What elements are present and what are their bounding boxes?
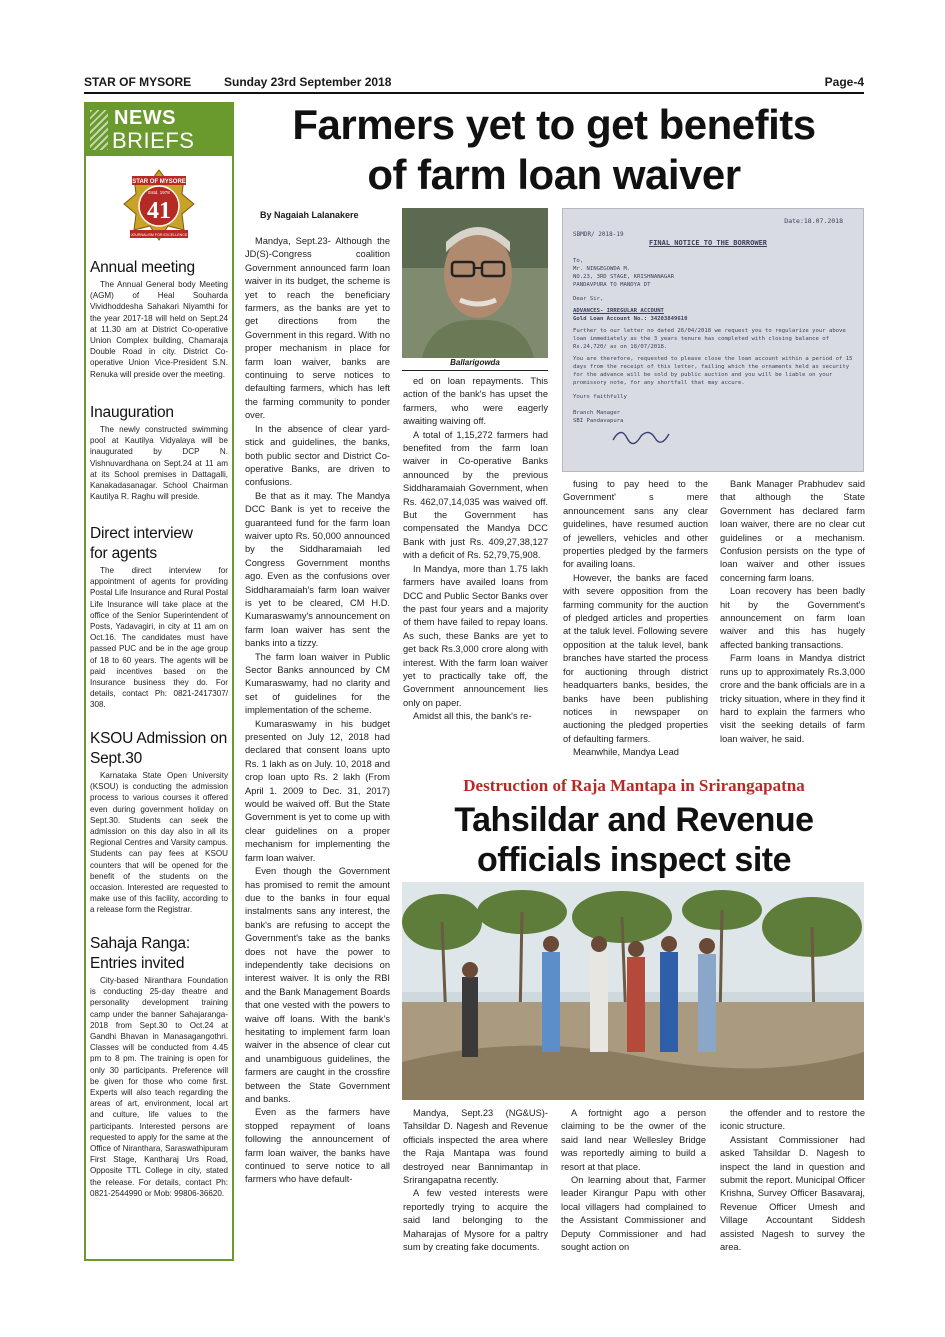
second-headline-line2: officials inspect site — [477, 841, 791, 879]
second-column-1 — [403, 1107, 548, 1254]
paragraph: However, the banks are faced with severe opposition from the farming community for the auction of pledged articles and properties at the taluk level. Following severe opposition at the taluk level, bank branches have started the process for auctioning through district headquarters banks, besides, the banks have been publishing notices in newspaper on auctioning the pledged properties of defaulting farmers. — [563, 572, 708, 744]
second-story-kicker: Destruction of Raja Mantapa in Srirangapatna — [463, 776, 805, 795]
page-number: Page-4 — [824, 75, 864, 89]
paragraph: ed on loan repayments. This action of the bank's has upset the farmers, who were eagerly awaiting waiving off. — [403, 376, 548, 427]
paragraph: Be that as it may. The Mandya DCC Bank is yet to receive the guaranteed fund for the farm loan waiver upto Rs. 50,000 announced by the Siddharamaiah led Congress Government months ago. Even as the confusions over Siddharamaiah's farm loan waiver is yet to be cleared, CM H.D. Kumaraswamy's announcement on farm loan waiver has sent the banks into a tizzy. — [245, 490, 390, 649]
news-briefs-sidebar — [84, 102, 234, 1261]
brief-inauguration — [90, 403, 228, 502]
lead-column-4 — [720, 478, 865, 746]
paragraph: Meanwhile, Mandya Lead — [573, 747, 679, 758]
lead-column-2 — [403, 375, 548, 724]
notice-account: Gold Loan Account No.: 34203849610 — [573, 316, 688, 322]
notice-name: Mr. NINGEGOWDA M. — [573, 266, 631, 272]
paragraph: Farm loans in Mandya district runs up to approximately Rs.3,000 crore and the bank officials are in a tricky situation, where in they find it hard to explain the farmers who visit the seeking details of farm loan waiver, he said. — [720, 653, 865, 744]
second-column-3 — [720, 1107, 865, 1254]
paragraph: In the absence of clear yard-stick and guidelines, the banks, both public sector and District Co-operative Banks, are driven to confusions. — [245, 423, 390, 488]
news-briefs-word-news: NEWS — [114, 107, 176, 129]
lead-headline-line2: of farm loan waiver — [367, 151, 741, 198]
lead-column-1 — [245, 235, 390, 1187]
paragraph: Assistant Commissioner had asked Tahsildar D. Nagesh to inspect the land in question and submit the report. Municipal Officer Krishna, Survey Officer Basavaraj, Revenue Officer Umesh and Village Accountant Siddesh assisted Nagesh to survey the area. — [720, 1134, 865, 1253]
brief-body: The newly constructed swimming pool at Kautilya Vidyalaya will be inaugurated by DCP N. Vishnuvardhana on Sept.24 at 11 am at its School premises in Dattagalli, Kanakadasanagar. School Chairman Kautilya R. Raghu will preside. — [90, 425, 228, 502]
notice-title: FINAL NOTICE TO THE BORROWER — [649, 239, 768, 247]
paragraph: Amidst all this, the bank's re- — [413, 711, 532, 722]
paragraph: A fortnight ago a person claiming to be the owner of the said land near Wellesley Bridge was reportedly aiming to build a resort at that place. — [561, 1108, 706, 1172]
paragraph: Mandya, Sept.23 (NG&US)-Tahsildar D. Nagesh and Revenue officials inspected the area where the Raja Mantapa was found destroyed near Bannimantap in Srirangapatna recently. — [403, 1108, 548, 1186]
logo-bottom-text: JOURNALISM FOR EXCELLENCE — [130, 233, 188, 237]
site-inspection-photo — [402, 882, 864, 1100]
notice-addr1: NO.23, 3RD STAGE, KRISHNANAGAR — [573, 274, 675, 280]
brief-direct-interview — [90, 524, 228, 711]
notice-ref: SBMDR/ 2018-19 — [573, 231, 624, 238]
ballarigowda-photo — [402, 208, 548, 358]
logo-top-text: STAR OF MYSORE — [132, 179, 186, 185]
notice-date: Date:18.07.2018 — [784, 217, 843, 225]
paragraph: A total of 1,15,272 farmers had benefited from the farm loan waiver in Co-operative Banks announced by the previous Siddharamaiah Government, when Rs. 462,07,14,035 was waived off. But the Government has compensated the Mandya DCC Bank with just Rs. 409,27,38,127 with a deficit of Rs. 52,79,75,908. — [403, 429, 548, 561]
masthead — [84, 74, 864, 94]
paragraph: Bank Manager Prabhudev said that although the State Government has declared farm loan waiver, there are no clear cut guidelines or a mechanism. Confusion persists on the type of loan waiver and other issues concerning farm loans. — [720, 479, 865, 583]
photo-caption: Ballarigowda — [402, 358, 548, 371]
brief-title: Inauguration — [90, 404, 174, 421]
brief-title: KSOU Admission on Sept.30 — [90, 730, 228, 767]
notice-closing: Yours faithfully — [573, 394, 627, 400]
portrait-illustration — [402, 208, 548, 358]
notice-salutation: Dear Sir, — [573, 296, 604, 302]
brief-body: The Annual General body Meeting (AGM) of Heal Souharda Vividhoddesha Sahakari Niyamthi for the year 2017-18 will held on Sept.24 at 11.30 am at District Co-operative Union Complex building, Chamaraja Double Road in city. District Co-operative Union Vice-President S.N. Renuka will preside over the meeting. — [90, 280, 228, 379]
news-briefs-header — [86, 104, 232, 156]
brief-body: Karnataka State Open University (KSOU) is conducting the admission process to various courses it offered even during government holiday on Sept.30. Students can seek the admission on this day also in all its Regional Centres and Varsity campus. Students can pay fees at KSOU counters that will be opened for the benefit of the students on the occasion. Interested are requested to make use of this facility, according to a release form the Registrar. — [90, 771, 228, 915]
paragraph: In Mandya, more than 1.75 lakh farmers have availed loans from DCC and Public Sector Banks over the past four years and a majority of them have failed to repay loans. As such, these Banks are yet to get back Rs.3,000 crore along with interest. With the farm loan waiver yet to practically take off, the Government announcement lies only on paper. — [403, 563, 548, 708]
brief-body: City-based Niranthara Foundation is conducting 25-day theatre and personality development training camp under the banner Sahajaranga-2018 from Sept.30 to Oct.24 at Gandhi Bhavan in Manasagangothri. Classes will be conducted from 4.45 pm to 8 pm. The training is open for only 30 participants. Preference will be given for those who come first. Experts will also teach regarding the areas of art, environment, local art and culture, life values to the participants. Interested persons are requested to apply for the same at the Office of Niranthara, Saraswathipuram First Stage, Kantharaj Urs Road, Opposite TTL College in city, stated the release. For details, contact Ph: 0821-2544990 or Mob: 99806-36620. — [90, 976, 228, 1198]
signature-scribble — [611, 424, 671, 446]
brief-sahaja-ranga — [90, 934, 228, 1199]
logo-est-text: Estd. 1978 — [148, 190, 170, 195]
notice-subject: ADVANCES- IRREGULAR ACCOUNT — [573, 308, 664, 314]
brief-ksou-admission — [90, 729, 228, 916]
brief-body: The direct interview for appointment of agents for providing Postal Life Insurance and Rural Postal Life Insurance will take place at the office of the Senior Superintendent of Posts, Yadavagiri, in city at 11 am on Oct.16. The candidates must have passed PUC and be in the age group of 18 to 60 years. The agents will be paid incentives based on the Insurance business they do. For details, contact Ph: 0821-2417307/ 308. — [90, 566, 228, 710]
paragraph: the offender and to restore the iconic structure. — [720, 1108, 865, 1132]
notice-para1: Further to our letter no dated 26/04/2018 we request you to regularize your above loan immediately as the 3 years tenure has completed with closing balance of Rs.24,720/ as on 18/07/2018. — [573, 328, 846, 350]
issue-date: Sunday 23rd September 2018 — [224, 75, 392, 89]
paragraph: Even as the farmers have stopped repayment of loans following the announcement of farm loan waiver, the banks have continued to serve notice to all farmers who have default- — [245, 1107, 390, 1185]
star-of-mysore-41-logo — [122, 168, 196, 246]
paper-name: STAR OF MYSORE — [84, 75, 192, 89]
bank-notice-image — [562, 208, 864, 472]
notice-to: To, — [573, 258, 584, 264]
paragraph: The farm loan waiver in Public Sector Banks announced by CM Kumaraswamy, had no clarity and set of guidelines for the implementation of the scheme. — [245, 651, 390, 716]
paragraph: Even though the Government has promised to remit the amount due to the banks in four equal instalments sans any interest, the bank's are refusing to accept the Government's take as the banks does not have the power to independently take decisions on interest waiver. It is only the RBI and the Bank Management Boards that one vested with the powers to waive off loans. With the bank's hesitating to implement farm loan waiver in the absence of clear cut and unambiguous guidelines, the farmers are caught in the crossfire between the State Government and banks. — [245, 866, 390, 1104]
brief-annual-meeting — [90, 258, 228, 380]
stripe-decoration — [90, 110, 108, 150]
paragraph: Mandya, Sept.23- Although the JD(S)-Congress coalition Government announced farm loan waiver in its budget, the scheme is yet to reach the beneficiary farmers, as the banks are yet to get directions from the Government in this regard. With no proper mechanism in place for farm loan waiver, banks are continuing to serve notices to defaulting farmers, which has left the farming community to ponder over. — [245, 236, 390, 421]
paragraph: Loan recovery has been badly hit by the Government's announcement on farm loan waiver and this has hugely affected banking transactions. — [720, 586, 865, 650]
lead-headline — [238, 100, 870, 200]
notice-sign1: Branch Manager — [573, 410, 621, 416]
notice-addr2: PANDAVPURA TO MANDYA DT — [573, 282, 651, 288]
second-headline — [398, 800, 870, 880]
second-column-2 — [561, 1107, 706, 1254]
second-headline-line1: Tahsildar and Revenue — [454, 801, 814, 839]
byline: By Nagaiah Lalanakere — [260, 210, 359, 220]
paragraph: fusing to pay heed to the Government' s mere announcement sans any clear guidelines, have resumed auction of jewellers, vehicles and other properties pledged by the farmers for availing loans. — [563, 479, 708, 570]
site-scene-illustration — [402, 882, 864, 1100]
brief-title: Sahaja Ranga: Entries invited — [90, 935, 190, 972]
paragraph: On learning about that, Farmer leader Kirangur Papu with other local villagers had complained to the Assistant Commissioner and Deputy Commissioner and had sought action on — [561, 1175, 706, 1253]
brief-title: Direct interview for agents — [90, 525, 193, 562]
news-briefs-word-briefs: BRIEFS — [112, 128, 195, 153]
paragraph: A few vested interests were reportedly trying to acquire the said land belonging to the Maharajas of Mysore for a paltry sum by creating fake documents. — [403, 1188, 548, 1253]
paragraph: Kumaraswamy in his budget presented on July 12, 2018 had declared that consent loans upto Rs. 1 lakh as on July. 10, 2018 and crop loan upto Rs. 2 lakh (From April 1. 2009 to Dec. 31, 2017) would be waived off. But the State Government is yet to come up with clear guidelines on a proper mechanism for implementing the farm loan waiver. — [245, 718, 390, 863]
lead-headline-line1: Farmers yet to get benefits — [292, 101, 816, 148]
notice-body — [573, 257, 858, 425]
lead-column-3 — [563, 478, 708, 760]
notice-para2: You are therefore, requested to please close the loan account within a period of 15 days from the receipt of this letter, failing which the ornaments held as security for the advance will be sold by public auction and you will be liable on your promissory note, for any shortfall that may accure. — [573, 356, 853, 386]
notice-sign2: SBI Pandavapura — [573, 418, 624, 424]
brief-title: Annual meeting — [90, 259, 195, 276]
logo-number: 41 — [147, 198, 171, 224]
